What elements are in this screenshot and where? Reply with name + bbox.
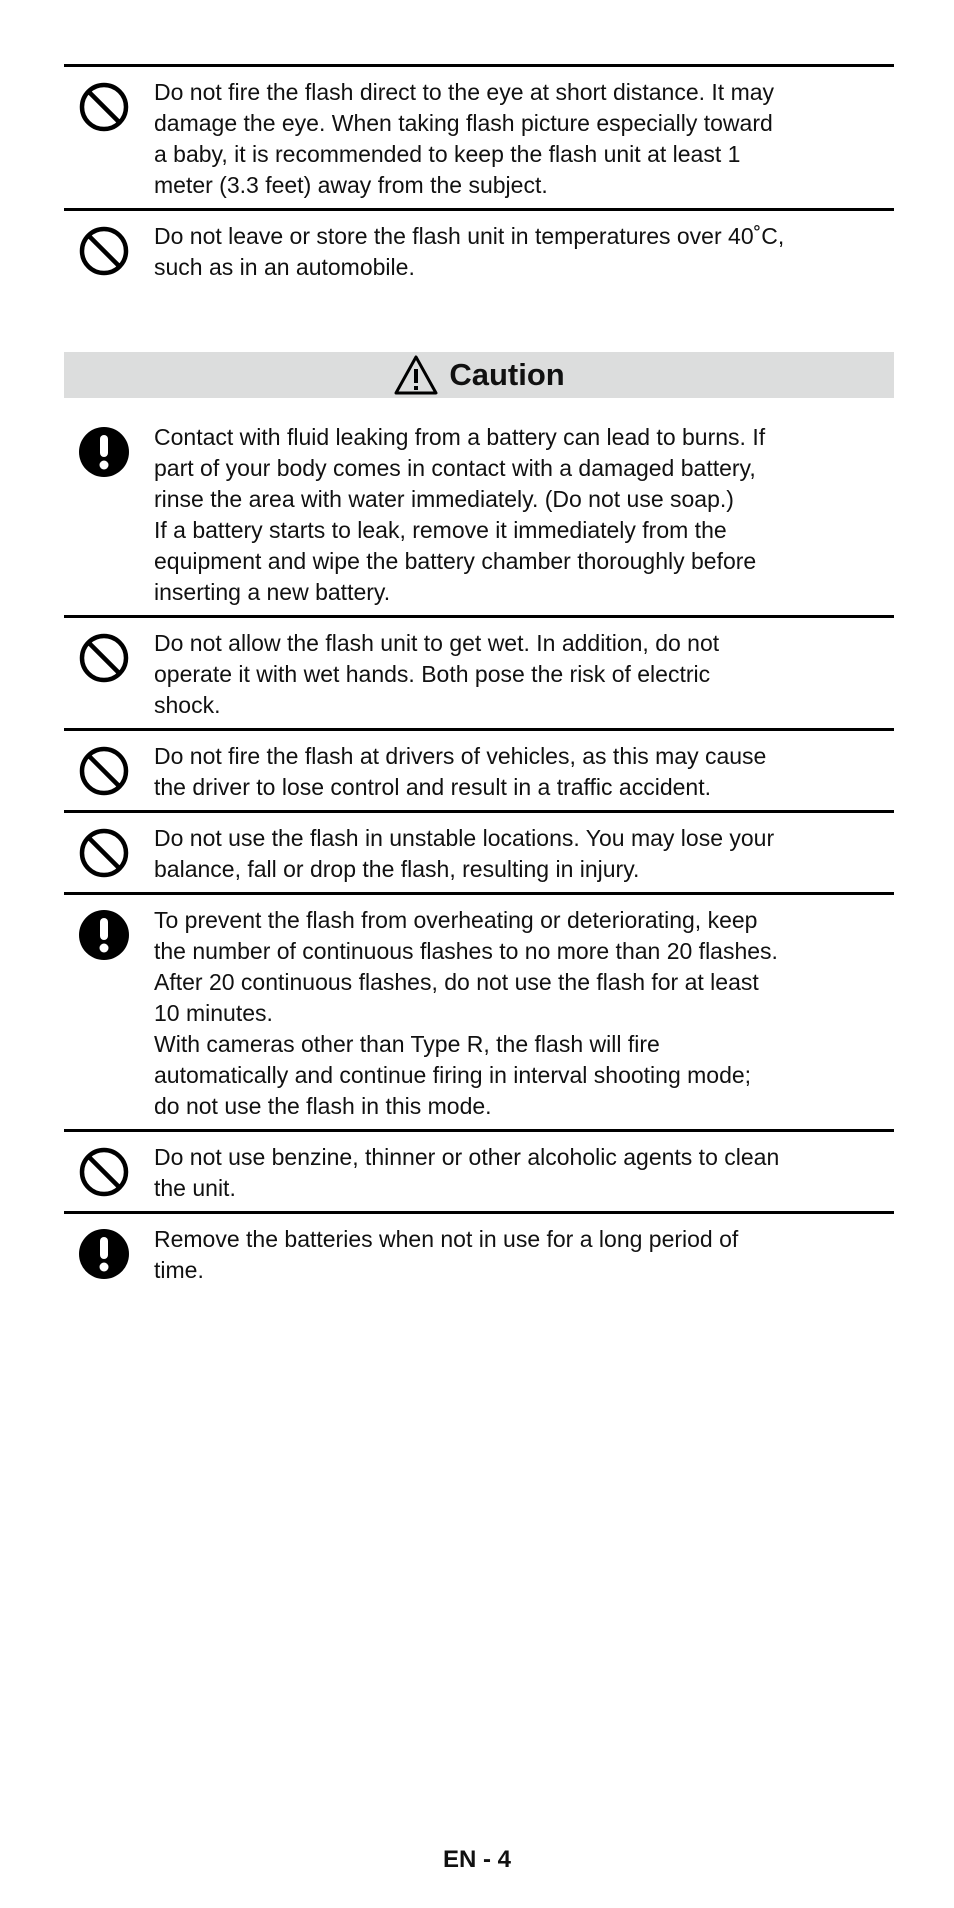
warning-text: Do not leave or store the flash unit in temperatures over 40˚C, such as in an automobile. — [154, 223, 785, 280]
page-number: EN - 4 — [442, 1846, 511, 1873]
mandatory-icon — [78, 1228, 130, 1280]
caution-text: Contact with fluid leaking from a battery can lead to burns. If part of your body comes in contact with a damaged battery, rinse the area with water immediately. (Do not use soap.) If a battery starts to leak, remove it immediately from the equipment and wipe the battery chamber thoroughly before inserting a new battery. — [154, 424, 766, 605]
warning-triangle-icon — [393, 354, 439, 396]
prohibited-icon — [78, 632, 130, 684]
caution-title: Caution — [449, 357, 565, 392]
prohibited-icon — [78, 745, 130, 797]
caution-text: Do not allow the flash unit to get wet. In addition, do not operate it with wet hands. Both pose the risk of electric shock. — [154, 630, 720, 718]
mandatory-icon — [78, 909, 130, 961]
warning-item-1 — [64, 67, 894, 211]
caution-header — [64, 352, 894, 398]
caution-text: Do not use the flash in unstable locations. You may lose your balance, fall or drop the flash, resulting in injury. — [154, 825, 775, 882]
warning-item-2 — [64, 211, 894, 290]
caution-list — [64, 412, 894, 1293]
caution-item-2 — [64, 618, 894, 731]
warning-list — [64, 67, 894, 290]
prohibited-icon — [78, 827, 130, 879]
caution-item-7 — [64, 1214, 894, 1293]
caution-item-3 — [64, 731, 894, 813]
caution-item-4 — [64, 813, 894, 895]
prohibited-icon — [78, 1146, 130, 1198]
prohibited-icon — [78, 225, 130, 277]
manual-page — [64, 64, 894, 1293]
prohibited-icon — [78, 81, 130, 133]
caution-text: Remove the batteries when not in use for a long period of time. — [154, 1226, 739, 1283]
caution-text: Do not fire the flash at drivers of vehicles, as this may cause the driver to lose control and result in a traffic accident. — [154, 743, 767, 800]
mandatory-icon — [78, 426, 130, 478]
caution-text: Do not use benzine, thinner or other alcoholic agents to clean the unit. — [154, 1144, 780, 1201]
warning-text: Do not fire the flash direct to the eye at short distance. It may damage the eye. When taking flash picture especially toward a baby, it is recommended to keep the flash unit at least 1 meter (3.3 feet) away from the subject. — [154, 79, 775, 198]
caution-item-1 — [64, 412, 894, 618]
caution-item-5 — [64, 895, 894, 1132]
caution-item-6 — [64, 1132, 894, 1214]
caution-text: To prevent the flash from overheating or deteriorating, keep the number of continuous flashes to no more than 20 flashes. After 20 continuous flashes, do not use the flash for at least 10 minutes. With cameras other than Type R, the flash will fire automatically and continue firing in interval shooting mode; do not use the flash in this mode. — [154, 907, 778, 1119]
